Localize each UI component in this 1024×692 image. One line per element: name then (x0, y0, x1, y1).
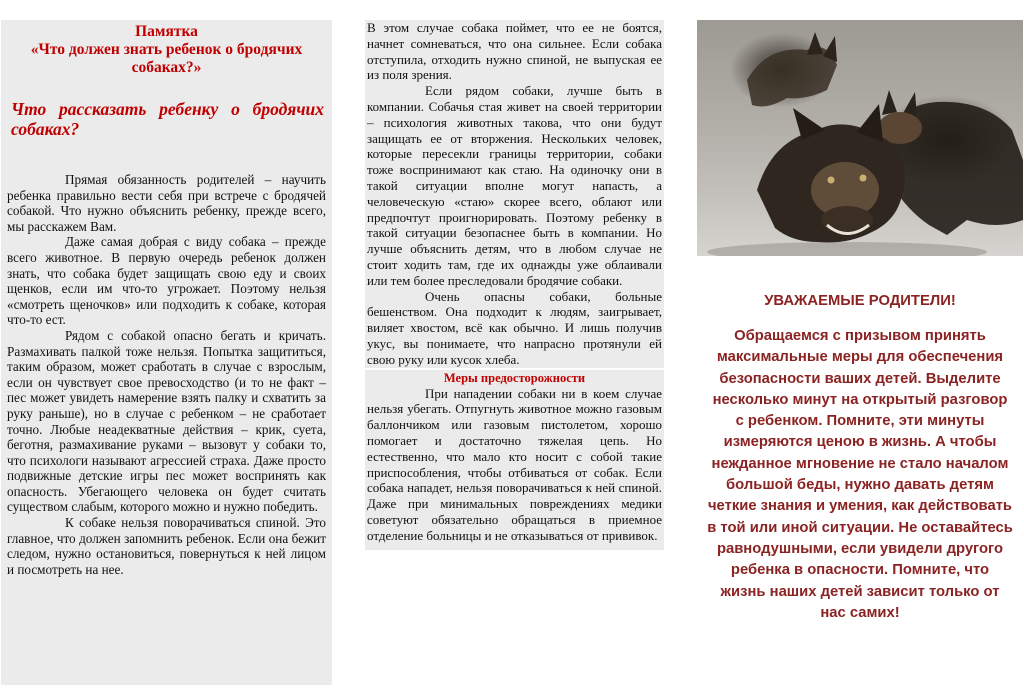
title-line-1: Памятка (135, 23, 198, 40)
paragraph: Если рядом собаки, лучше быть в компании. Собачья стая живет на своей территории – психология животных такова, что они будут защищать ее от вторжения. Нескольких человек, которые пересекли границы территории, собаки тоже воспринимают как стаю. На одиночку они в такой ситуации вполне могут напасть, а человеческую «стаю» скорее всего, облают или предпочтут проигнорировать. Поэтому ребенку в такой ситуации безопаснее быть в компании. Но лучше объяснить детям, что в любом случае не стоит ходить там, где их однажды уже облаивали или тем более преследовали бродячие собаки. (367, 83, 662, 288)
leaflet-column-2 (361, 20, 668, 685)
precautions-body (365, 386, 664, 550)
column-1-body (7, 172, 326, 577)
paragraph: Очень опасны собаки, больные бешенством. Она подходит к людям, заигрывает, виляет хвостом, всё как обычно. И лишь получив укус, вы понимаете, что напрасно протянули ей свою руку или кусок хлеба. (367, 288, 662, 367)
paragraph: Даже самая добрая с виду собака – прежде всего животное. В первую очередь ребенок должен знать, что собака будет защищать свою еду и своих щенков, если им что-то угрожает. Поэтому нельзя «смотреть щеночков» или подходить к собаке, которая что-то ест. (7, 234, 326, 328)
dogs-illustration (697, 20, 1023, 256)
paragraph: Прямая обязанность родителей – научить ребенка правильно вести себя при встрече с бродячей собакой. Что нужно объяснить ребенку, прежде всего, мы расскажем Вам. (7, 172, 326, 234)
paragraph: Рядом с собакой опасно бегать и кричать. Размахивать палкой тоже нельзя. Попытка защититься, таким образом, может сработать в случае с взрослым, если он чувствует свое превосходство (и то не факт – пес может увидеть намерение взять палку и схватить за руку раньше), но в случае с ребенком – не сработает точно. Любые неадекватные действия – крик, суета, беготня, размахивание руками – вызовут у собаки то, что психологи называют агрессией страха. Даже просто подвижные детские игры пес может воспринять как опасность. Убегающего человека он будет считать существом слабым, которого можно и нужно победить. (7, 327, 326, 515)
notice-text: Обращаемся с призывом принять максимальные меры для обеспечения безопасности ваших детей. Выделите несколько минут на открытый разговор с ребенком. Помните, эти минуты измеряются ценою в жизнь. А чтобы нежданное мгновение не стало началом большой беды, нужно давать детям четкие знания и умения, как действовать в той или иной ситуации. Не оставайтесь равнодушными, если увидели другого ребенка в опасности. Помните, что жизнь наших детей зависит только от нас самих! (707, 328, 1013, 621)
stray-dogs-photo (697, 20, 1023, 256)
paragraph: При нападении собаки ни в коем случае нельзя убегать. Отпугнуть животное можно газовым баллончиком или газовым пистолетом, хорошо помогает и достаточно тяжелая цепь. Но естественно, что мало кто носит с собой такие приспособления, чтобы отбиваться от собак. Если собака нападет, нельзя поворачиваться к ней спиной. Даже при минимальных повреждениях медики советуют обязательно обращаться в приемное отделение больницы и не отказываться от прививок. (367, 385, 662, 543)
title-line-2: «Что должен знать ребенок о бродячих собаках?» (30, 41, 303, 76)
leaflet-column-1 (1, 20, 332, 685)
leaflet-subtitle: Что рассказать ребенку о бродячих собаках? (11, 99, 324, 139)
notice-heading: УВАЖАЕМЫЕ РОДИТЕЛИ! (764, 293, 956, 309)
section-heading-precautions: Меры предосторожности (365, 370, 664, 386)
paragraph: К собаке нельзя поворачиваться спиной. Это главное, что должен запомнить ребенок. Если она бежит следом, нужно остановиться, повернуться к ней лицом и посмотреть на нее. (7, 515, 326, 577)
parents-notice (697, 282, 1023, 624)
leaflet-column-3 (697, 20, 1023, 685)
leaflet-title (7, 23, 326, 77)
paragraph: В этом случае собака поймет, что ее не боятся, начнет сомневаться, что она сильнее. Если собака отступила, отходить нужно спиной, не выпуская ее из поля зрения. (367, 20, 662, 83)
column-2-body (365, 20, 664, 368)
